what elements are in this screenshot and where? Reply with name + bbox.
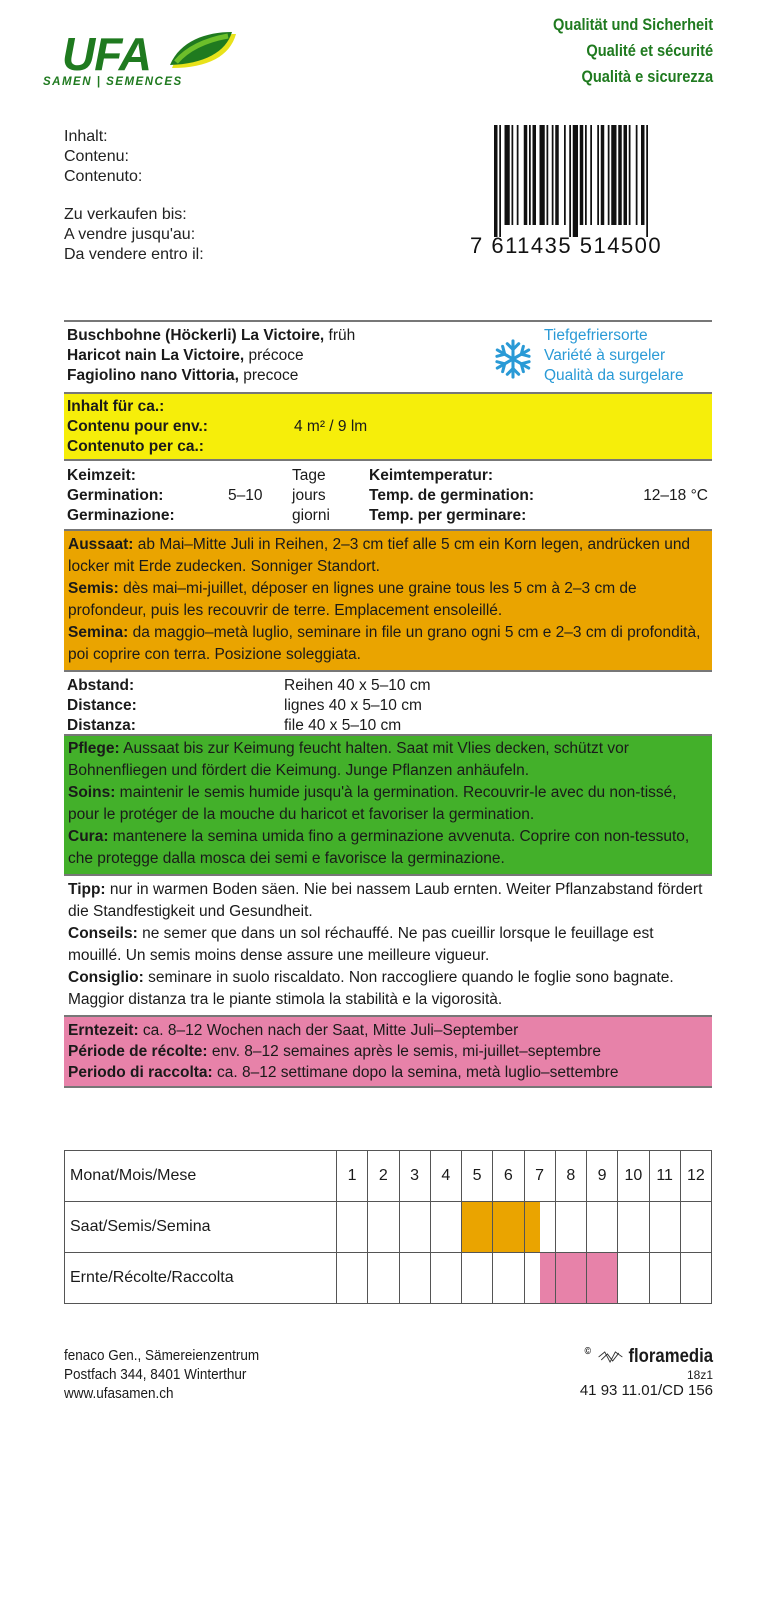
temperature-labels (369, 466, 534, 526)
calendar-cell-month-12 (680, 1253, 711, 1304)
germination-units (292, 466, 330, 526)
germination-label-fr: Germination: (67, 487, 164, 504)
company-address (64, 1346, 259, 1403)
germination-days: 5–10 (228, 487, 263, 504)
barcode-bar (529, 125, 531, 225)
product-name-de: Buschbohne (Höckerli) La Victoire, früh (67, 327, 356, 344)
freeze-label-it: Qualità da surgelare (544, 367, 684, 384)
calendar-cell-month-6 (493, 1202, 524, 1253)
barcode-bar (555, 125, 559, 225)
barcode-bar (636, 125, 638, 225)
barcode-bar (608, 125, 610, 225)
publisher-info (567, 1346, 713, 1400)
floramedia-logo (584, 1346, 713, 1368)
care-de: Pflege: Aussaat bis zur Keimung feucht halten. Saat mit Vlies decken, schützt vor Bohnenfliegen und fördert die Keimung. Junge Pflanzen anhäufeln. (68, 740, 629, 779)
freeze-label-fr: Variété à surgeler (544, 347, 666, 364)
sowing-calendar (64, 1150, 712, 1304)
coverage-value: 4 m² / 9 lm (294, 418, 368, 435)
calendar-cell-month-1 (337, 1253, 368, 1304)
snowflake-icon (492, 338, 534, 380)
sell-by-label-de: Zu verkaufen bis: (64, 206, 187, 223)
copyright-symbol: © (584, 1346, 591, 1357)
temp-label-it: Temp. per germinare: (369, 507, 527, 524)
care-section (64, 736, 712, 874)
barcode-bar (505, 125, 510, 225)
sowing-section (64, 531, 712, 670)
coverage-label-fr: Contenu pour env.: (67, 418, 208, 435)
print-code: 18z1 (686, 1368, 713, 1382)
calendar-cell-month-1 (337, 1202, 368, 1253)
barcode-bar (597, 125, 599, 225)
barcode-bar (569, 125, 571, 237)
calendar-row-sowing (65, 1202, 712, 1253)
barcode-bar (517, 125, 519, 225)
calendar-fill (525, 1202, 540, 1252)
barcode-bar (512, 125, 514, 225)
quality-slogan (553, 12, 713, 90)
spacing-value-it: file 40 x 5–10 cm (284, 717, 402, 734)
product-name-fr: Haricot nain La Victoire, précoce (67, 347, 304, 364)
calendar-cell-month-2 (368, 1253, 399, 1304)
calendar-cell-month-10 (618, 1253, 649, 1304)
calendar-cell-month-4 (430, 1253, 461, 1304)
company-website[interactable]: www.ufasamen.ch (64, 1385, 174, 1402)
germination-section (64, 461, 712, 529)
harvest-section (64, 1017, 712, 1086)
sowing-de: Aussaat: ab Mai–Mitte Juli in Reihen, 2–3 cm tief alle 5 cm ein Korn legen, andrücken und locker mit Erde zudecken. Sonniger Standort. (68, 536, 691, 575)
temperature-value: 12–18 °C (643, 487, 708, 504)
unit-it: giorni (292, 507, 330, 524)
product-name-it: Fagiolino nano Vittoria, precoce (67, 367, 299, 384)
calendar-header-row (65, 1151, 712, 1202)
barcode-bar (580, 125, 584, 225)
quality-de: Qualität und Sicherheit (552, 15, 713, 34)
sowing-fr: Semis: dès mai–mi-juillet, déposer en lignes une graine tous les 5 cm à 2–3 cm de profondeur, puis les recouvrir de terre. Emplacement ensoleillé. (68, 580, 637, 619)
calendar-header-label: Monat/Mois/Mese (65, 1151, 337, 1202)
barcode-bar (547, 125, 549, 225)
barcode-bar (618, 125, 622, 225)
calendar-cell-month-10 (618, 1202, 649, 1253)
spacing-section (64, 672, 712, 734)
calendar-cell-month-6 (493, 1253, 524, 1304)
month-10: 10 (618, 1151, 649, 1202)
barcode-bar (590, 125, 592, 225)
calendar-cell-month-2 (368, 1202, 399, 1253)
calendar-cell-month-9 (587, 1202, 618, 1253)
coverage-section (64, 394, 712, 459)
month-8: 8 (555, 1151, 586, 1202)
month-2: 2 (368, 1151, 399, 1202)
barcode-bar (641, 125, 645, 225)
coverage-label-it: Contenuto per ca.: (67, 438, 204, 455)
barcode (470, 125, 712, 263)
unit-de: Tage (292, 467, 326, 484)
temp-label-de: Keimtemperatur: (369, 467, 494, 484)
month-4: 4 (430, 1151, 461, 1202)
month-1: 1 (337, 1151, 368, 1202)
month-11: 11 (649, 1151, 680, 1202)
barcode-bar (499, 125, 501, 237)
barcode-bar (646, 125, 648, 237)
spacing-label-fr: Distance: (67, 697, 137, 714)
sowing-it: Semina: da maggio–metà luglio, seminare in file un grano ogni 5 cm e 2–3 cm di profondità, poi coprire con terra. Posizione soleggiata. (68, 624, 701, 663)
calendar-fill (493, 1202, 523, 1252)
germination-labels (67, 466, 175, 526)
spacing-label-it: Distanza: (67, 717, 136, 734)
barcode-bar (524, 125, 528, 225)
month-6: 6 (493, 1151, 524, 1202)
harvest-fr: Période de récolte: env. 8–12 semaines après le semis, mi-juillet–septembre (68, 1043, 601, 1060)
barcode-bar (540, 125, 545, 225)
product-title (64, 322, 712, 392)
sowing-instructions (64, 320, 712, 1088)
barcode-bar (585, 125, 587, 225)
tips-section (64, 876, 712, 1015)
barcode-number: 7 611435 514500 (470, 233, 663, 258)
spacing-value-de: Reihen 40 x 5–10 cm (284, 677, 431, 694)
calendar-cell-month-7 (524, 1202, 555, 1253)
calendar-cell-month-7 (524, 1253, 555, 1304)
contents-label-de: Inhalt: (64, 128, 108, 145)
barcode-bar (624, 125, 628, 225)
sell-by-label-fr: A vendre jusqu'au: (64, 226, 196, 243)
company-name: fenaco Gen., Sämereienzentrum (64, 1347, 260, 1364)
germination-label-de: Keimzeit: (67, 467, 136, 484)
barcode-bar (533, 125, 537, 225)
calendar-cell-month-5 (462, 1202, 493, 1253)
freeze-label-de: Tiefgefriersorte (544, 327, 648, 344)
calendar-cell-month-11 (649, 1202, 680, 1253)
calendar-row-harvest (65, 1253, 712, 1304)
month-9: 9 (587, 1151, 618, 1202)
month-5: 5 (462, 1151, 493, 1202)
barcode-bar (564, 125, 566, 225)
freeze-variety (544, 326, 684, 386)
barcode-bar (629, 125, 631, 225)
barcode-bar (573, 125, 578, 237)
harvest-de: Erntezeit: ca. 8–12 Wochen nach der Saat, Mitte Juli–September (68, 1022, 519, 1039)
calendar-cell-month-8 (555, 1202, 586, 1253)
calendar-fill (556, 1253, 586, 1303)
calendar-cell-month-9 (587, 1253, 618, 1304)
barcode-bar (601, 125, 605, 225)
calendar-cell-month-4 (430, 1202, 461, 1253)
barcode-bar (552, 125, 554, 225)
calendar-cell-month-11 (649, 1253, 680, 1304)
calendar-cell-month-12 (680, 1202, 711, 1253)
temp-label-fr: Temp. de germination: (369, 487, 535, 504)
barcode-bar (611, 125, 616, 225)
month-12: 12 (680, 1151, 711, 1202)
spacing-value-fr: lignes 40 x 5–10 cm (284, 697, 422, 714)
leaf-icon (168, 32, 238, 70)
calendar-cell-month-3 (399, 1253, 430, 1304)
ufa-logo (40, 28, 250, 96)
company-postal: Postfach 344, 8401 Winterthur (64, 1366, 247, 1383)
germination-label-it: Germinazione: (67, 507, 175, 524)
unit-fr: jours (292, 487, 326, 504)
spacing-label-de: Abstand: (67, 677, 135, 694)
calendar-fill (587, 1253, 617, 1303)
calendar-fill (540, 1253, 555, 1303)
contents-label-fr: Contenu: (64, 148, 129, 165)
calendar-fill (462, 1202, 492, 1252)
contents-label-it: Contenuto: (64, 168, 143, 185)
logo-text: UFA (62, 28, 151, 80)
calendar-row-label: Saat/Semis/Semina (65, 1202, 337, 1253)
tip-fr: Conseils: ne semer que dans un sol réchauffé. Ne pas cueillir lorsque le feuillage est mouillé. Un semis moins dense assure une meilleure vigueur. (68, 925, 654, 964)
month-3: 3 (399, 1151, 430, 1202)
quality-fr: Qualité et sécurité (586, 41, 713, 60)
barcode-bars (494, 125, 712, 237)
floramedia-mark-icon (597, 1350, 623, 1364)
contents-fields (64, 127, 204, 265)
care-fr: Soins: maintenir le semis humide jusqu'à la germination. Recouvrir-le avec du non-tissé, pour le protéger de la mouche du haricot et favoriser la germination. (68, 784, 677, 823)
calendar-cell-month-8 (555, 1253, 586, 1304)
quality-it: Qualità e sicurezza (581, 67, 713, 86)
tip-de: Tipp: nur in warmen Boden säen. Nie bei nassem Laub ernten. Weiter Pflanzabstand fördert die Standfestigkeit und Gesundheit. (68, 881, 703, 920)
publisher-name: floramedia (628, 1346, 713, 1367)
calendar-cell-month-3 (399, 1202, 430, 1253)
calendar-cell-month-5 (462, 1253, 493, 1304)
barcode-bar (494, 125, 498, 237)
tip-it: Consiglio: seminare in suolo riscaldato. Non raccogliere quando le foglie sono bagnate. Maggior distanza tra le piante stimola la stabilità e la vigorosità. (68, 969, 674, 1008)
article-number: 41 93 11.01/CD 156 (579, 1382, 713, 1399)
spacing-values (284, 676, 430, 736)
coverage-label-de: Inhalt für ca.: (67, 398, 165, 415)
logo-subtitle: SAMEN | SEMENCES (43, 76, 183, 88)
month-7: 7 (524, 1151, 555, 1202)
care-it: Cura: mantenere la semina umida fino a germinazione avvenuta. Coprire con non-tessuto, che protegge dalla mosca dei semi e favorisce la germinazione. (68, 828, 690, 867)
harvest-it: Periodo di raccolta: ca. 8–12 settimane dopo la semina, metà luglio–settembre (68, 1064, 619, 1081)
calendar-row-label: Ernte/Récolte/Raccolta (65, 1253, 337, 1304)
sell-by-label-it: Da vendere entro il: (64, 246, 204, 263)
